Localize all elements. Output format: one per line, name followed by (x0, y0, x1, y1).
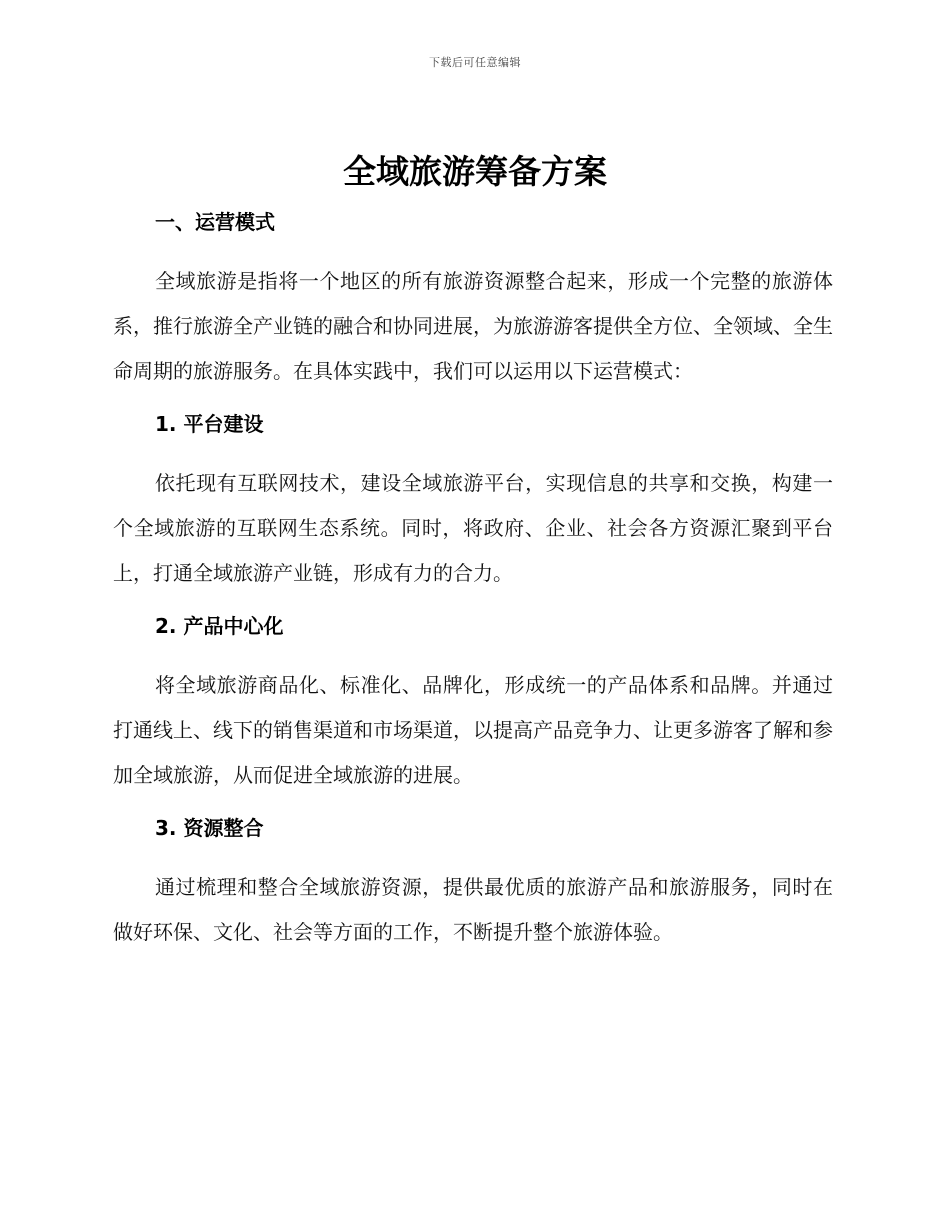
subheading-resource-integration: 3. 资源整合 (155, 816, 264, 840)
subheading-platform-construction: 1. 平台建设 (155, 412, 264, 436)
section-intro-paragraph: 全域旅游是指将一个地区的所有旅游资源整合起来，形成一个完整的旅游体系，推行旅游全产业链的融合和协同进展，为旅游游客提供全方位、全领域、全生命周期的旅游服务。在具体实践中，我们可以运用以下运营模式： (113, 269, 833, 383)
document-body (113, 203, 833, 955)
paragraph-resource-integration: 通过梳理和整合全域旅游资源，提供最优质的旅游产品和旅游服务，同时在做好环保、文化、社会等方面的工作，不断提升整个旅游体验。 (113, 875, 833, 944)
paragraph-product-centralization: 将全域旅游商品化、标准化、品牌化，形成统一的产品体系和品牌。并通过打通线上、线下的销售渠道和市场渠道，以提高产品竞争力、让更多游客了解和参加全域旅游，从而促进全域旅游的进展。 (113, 673, 833, 787)
paragraph-platform-construction: 依托现有互联网技术，建设全域旅游平台，实现信息的共享和交换，构建一个全域旅游的互联网生态系统。同时，将政府、企业、社会各方资源汇聚到平台上，打通全域旅游产业链，形成有力的合力。 (113, 471, 833, 585)
header-note: 下载后可任意编辑 (429, 56, 521, 69)
document-title: 全域旅游筹备方案 (343, 152, 607, 191)
section-heading-operation-mode: 一、运营模式 (155, 210, 275, 234)
subheading-product-centralization: 2. 产品中心化 (155, 614, 284, 638)
